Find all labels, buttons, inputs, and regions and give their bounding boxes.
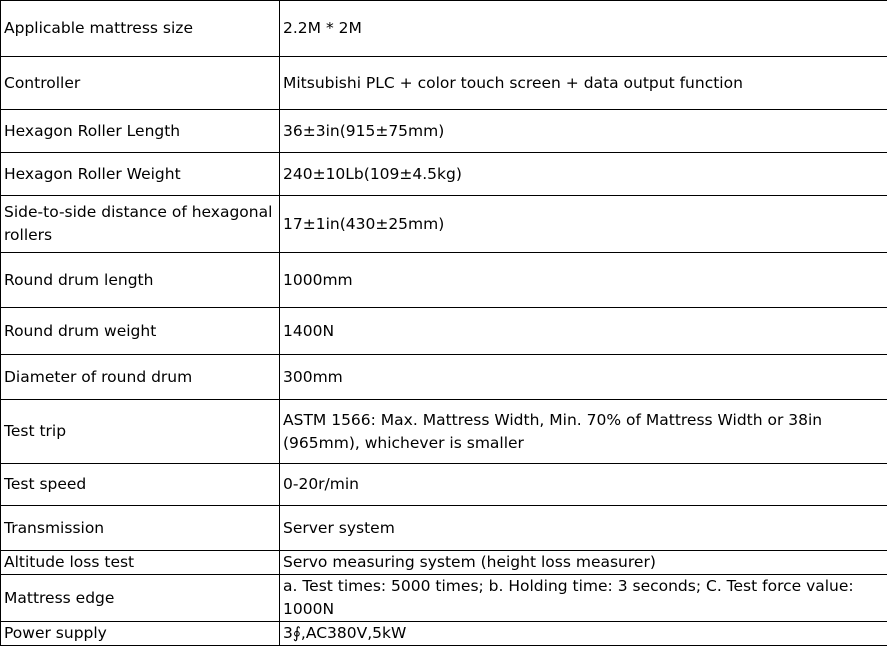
parameter-cell: Applicable mattress size — [1, 1, 280, 57]
value-cell: 36±3in(915±75mm) — [280, 110, 887, 153]
value-cell: Server system — [280, 506, 887, 551]
table-row — [1, 1, 887, 57]
value-cell: Servo measuring system (height loss measurer) — [280, 551, 887, 575]
table-row — [1, 196, 887, 253]
parameter-cell: Round drum length — [1, 253, 280, 308]
value-cell: 1400N — [280, 308, 887, 355]
table-row — [1, 506, 887, 551]
parameter-cell: Test trip — [1, 400, 280, 464]
value-cell: ASTM 1566: Max. Mattress Width, Min. 70% of Mattress Width or 38in (965mm), whichever is smaller — [280, 400, 887, 464]
value-cell: 3∮,AC380V,5kW — [280, 622, 887, 646]
parameter-cell: Side-to-side distance of hexagonal rollers — [1, 196, 280, 253]
parameter-cell: Hexagon Roller Weight — [1, 153, 280, 196]
table-row — [1, 308, 887, 355]
table-row — [1, 57, 887, 110]
parameter-cell: Controller — [1, 57, 280, 110]
table-row — [1, 622, 887, 646]
table-row — [1, 464, 887, 506]
value-cell: 300mm — [280, 355, 887, 400]
parameter-cell: Mattress edge — [1, 575, 280, 622]
value-cell: Mitsubishi PLC + color touch screen + data output function — [280, 57, 887, 110]
table-row — [1, 355, 887, 400]
value-cell: a. Test times: 5000 times; b. Holding time: 3 seconds; C. Test force value: 1000N — [280, 575, 887, 622]
table-row — [1, 575, 887, 622]
parameter-cell: Test speed — [1, 464, 280, 506]
table-row — [1, 400, 887, 464]
value-cell: 240±10Lb(109±4.5kg) — [280, 153, 887, 196]
value-cell: 0-20r/min — [280, 464, 887, 506]
value-cell: 2.2M * 2M — [280, 1, 887, 57]
table-row — [1, 153, 887, 196]
parameter-cell: Hexagon Roller Length — [1, 110, 280, 153]
value-cell: 1000mm — [280, 253, 887, 308]
parameter-cell: Diameter of round drum — [1, 355, 280, 400]
parameter-cell: Round drum weight — [1, 308, 280, 355]
parameter-cell: Altitude loss test — [1, 551, 280, 575]
parameter-cell: Power supply — [1, 622, 280, 646]
value-cell: 17±1in(430±25mm) — [280, 196, 887, 253]
parameter-cell: Transmission — [1, 506, 280, 551]
table-row — [1, 253, 887, 308]
table-row — [1, 110, 887, 153]
table-row — [1, 551, 887, 575]
